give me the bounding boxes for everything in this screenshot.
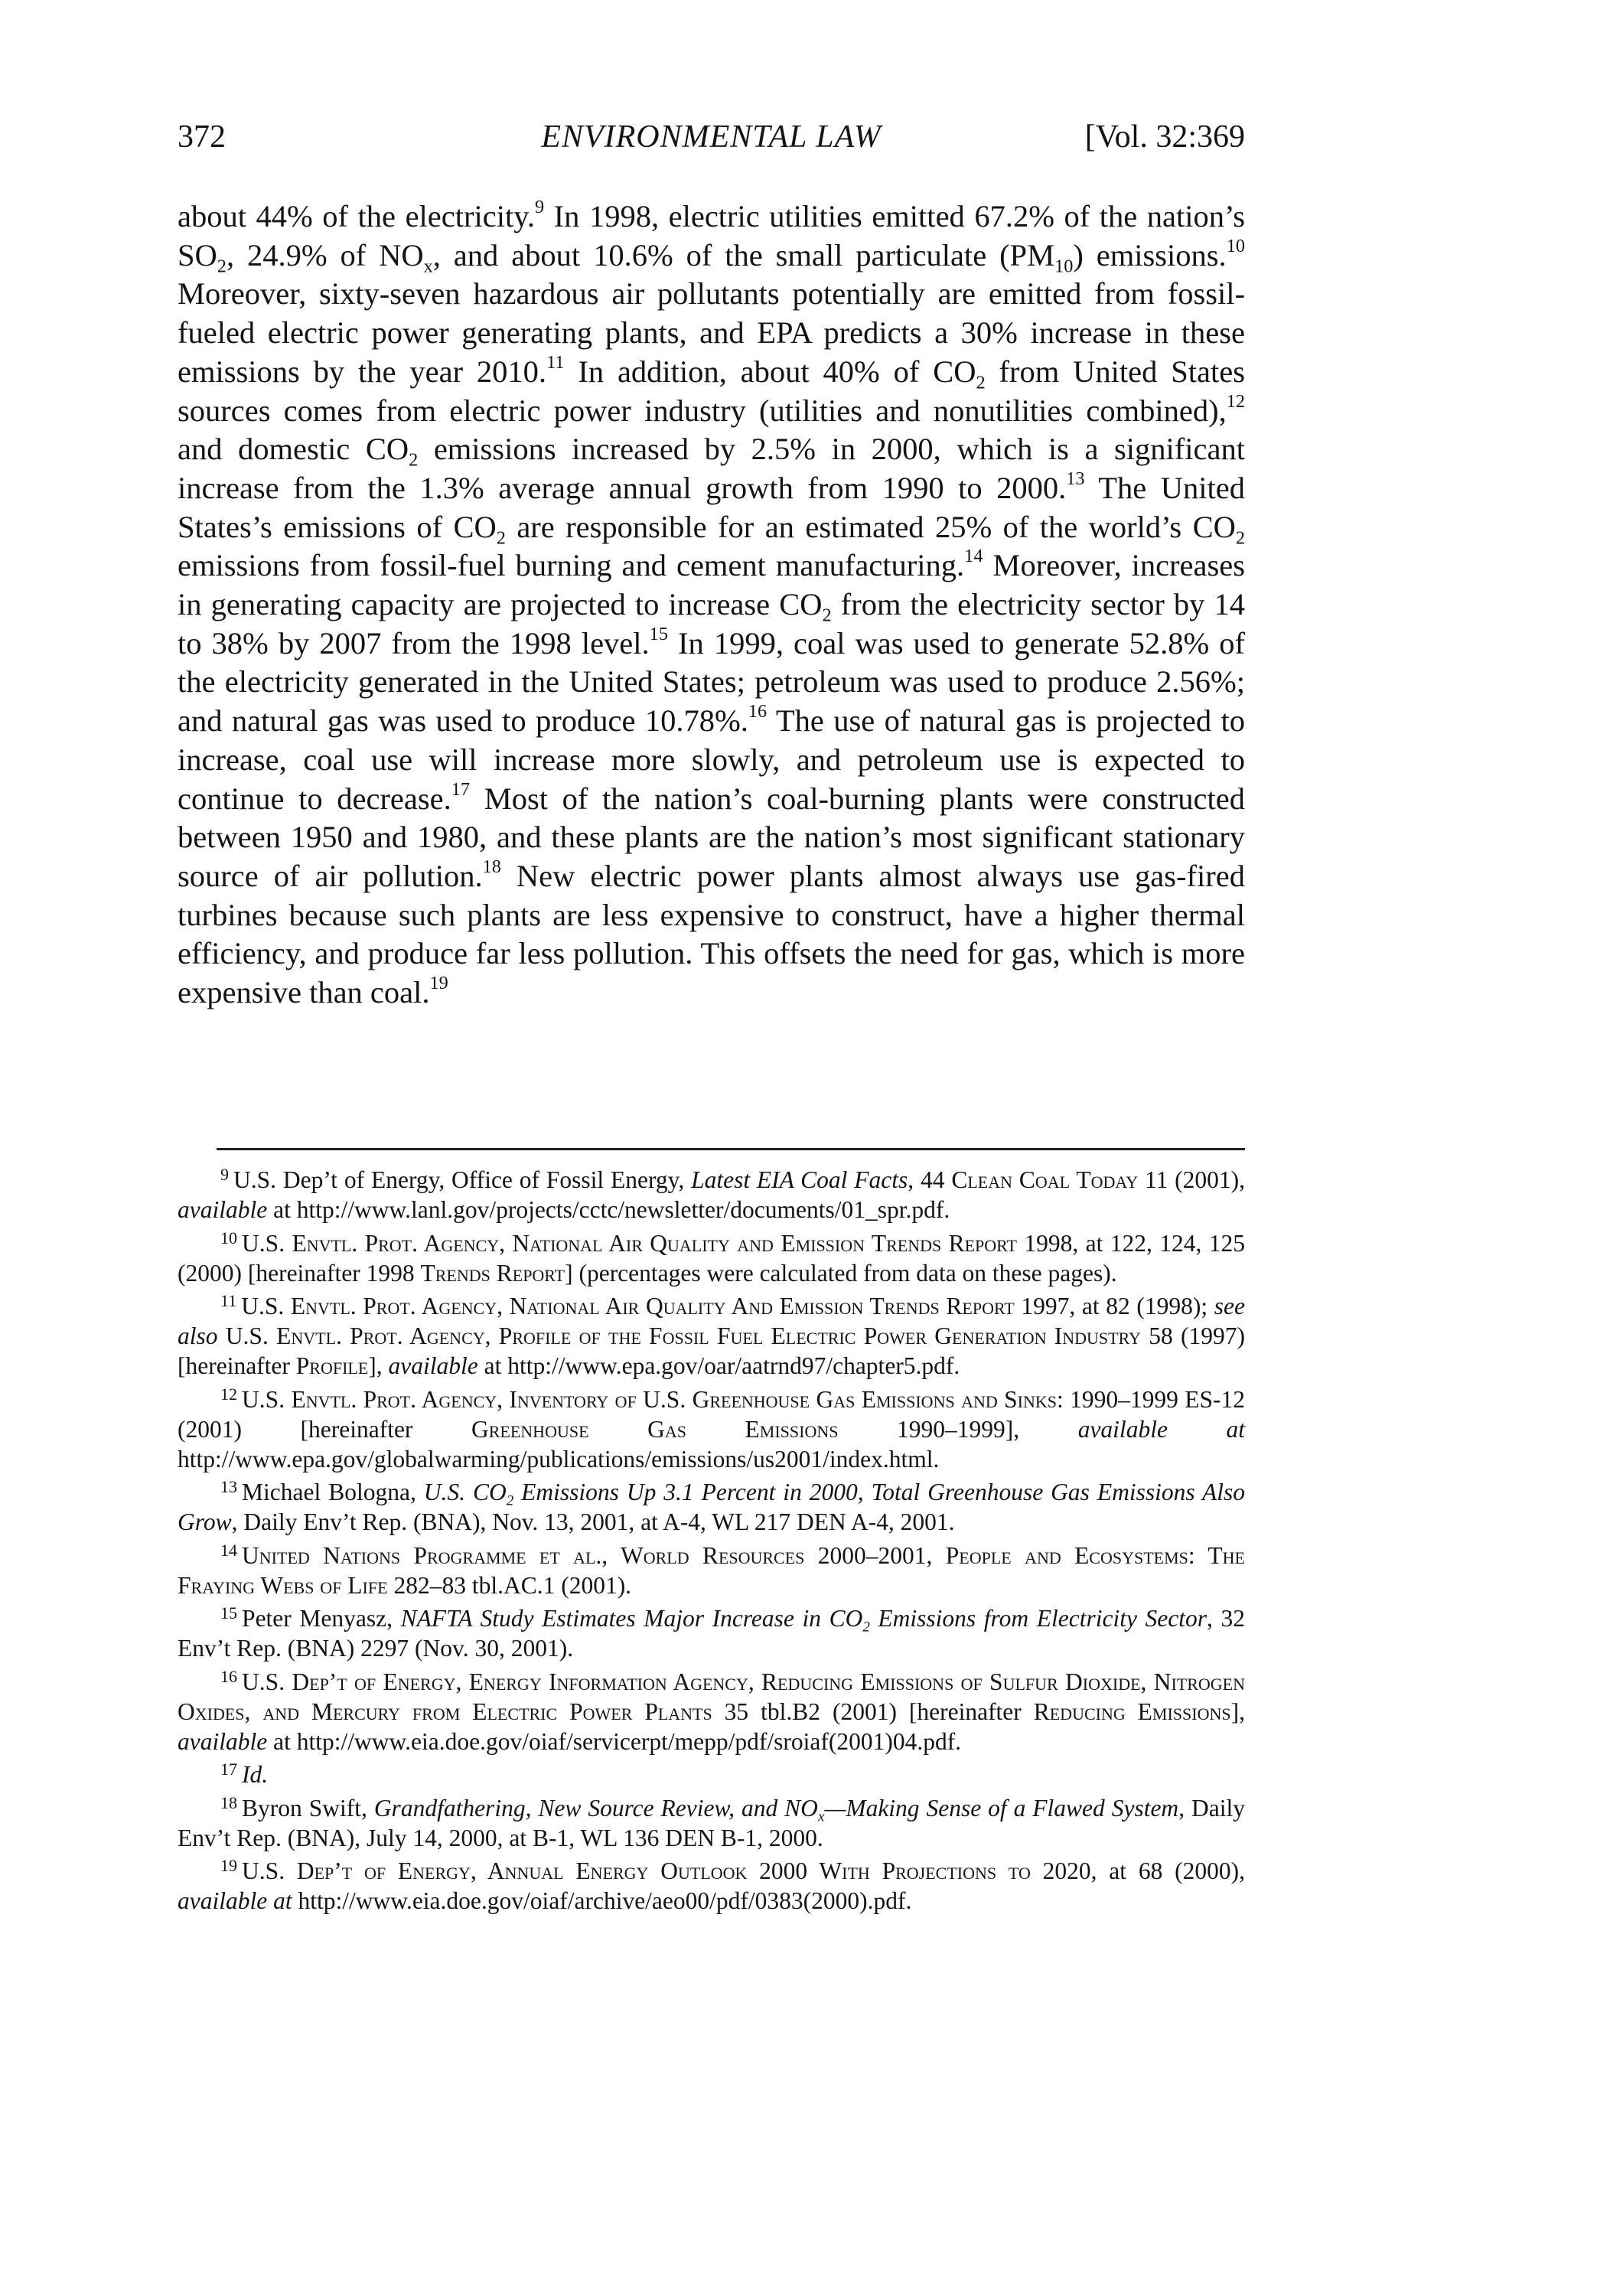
footnote-number: 10 xyxy=(220,1228,238,1247)
footnote-9 xyxy=(178,1165,1245,1225)
footnote-15 xyxy=(178,1603,1245,1663)
footnote-10 xyxy=(178,1228,1245,1288)
footnote-11 xyxy=(178,1291,1245,1381)
journal-title: ENVIRONMENTAL LAW xyxy=(541,119,882,155)
footnote-list xyxy=(178,1165,1245,1919)
body-paragraph: about 44% of the electricity.$^9$ In 1998, electric utilities emitted 67.2% of the nation’s $SO_2$, 24.9% of $NO_x$, and about 10.6% of the small particulate $(PM_{10})$ emissions.$^{10}$ Moreover, sixty-seven hazardous air pollutants potentially are emitted from fossil-fueled electric power generating plants, and EPA predicts a 30% increase in these emissions by the year 2010.11 In addition, about 40% of $CO_2$ from United States sources comes from electric power industry (utilities and nonutilities combined),$^{12}$ and domestic $CO_2$ emissions increased by 2.5% in 2000, which is a significant increase from the 1.3% average annual growth from 1990 to 2000.13 The United States’s emissions of $CO_2$ are responsible for an estimated 25% of the world’s $CO_2$ emissions from fossil-fuel burning and cement manufacturing.$^{14}$ Moreover, increases in generating capacity are projected to increase $CO_2$ from the electricity sector by 14 to 38% by 2007 from the 1998 level.$^{15}$ In 1999, coal was used to generate 52.8% of the electricity generated in the United States; petroleum was used to produce 2.56%; and natural gas was used to produce 10.78%.$^{16}$ The use of natural gas is projected to increase, coal use will increase more slowly, and petroleum use is expected to continue to decrease.$^{17}$ Most of the nation’s coal-burning plants were constructed between 1950 and 1980, and these plants are the nation’s most significant stationary source of air pollution.$^{18}$ New electric power plants almost always use gas-fired turbines because such plants are less expensive to construct, have a higher thermal efficiency, and produce far less pollution. This offsets the need for gas, which is more expensive than coal.$^{19}$ xyxy=(178,196,1246,1010)
running-header xyxy=(178,118,1245,156)
footnote-number: 17 xyxy=(220,1760,238,1779)
footnote-number: 11 xyxy=(220,1291,237,1311)
footnote-text: Peter Menyasz, NAFTA Study Estimates Major Increase in $CO_2$ Emissions from Electricity Sector, 32 Env’t Rep. (BNA) 2297 (Nov. 30, 2001). xyxy=(178,1605,1245,1662)
footnote-text: U.S. Dep’t of Energy, Annual Energy Outlook 2000 With Projections to 2020, at 68 (2000), available at http://www.eia.doe.gov/oiaf/archive/aeo00/pdf/0383(2000).pdf. xyxy=(178,1857,1245,1914)
footnote-19 xyxy=(178,1856,1245,1916)
footnote-number: 19 xyxy=(220,1856,238,1876)
footnote-text: U.S. Dep’t of Energy, Energy Information Agency, Reducing Emissions of Sulfur Dioxide, Nitrogen Oxides, and Mercury from Electric Power Plants 35 tbl.B2 (2001) [hereinafter Reducing Emissions], available at http://www.eia.doe.gov/oiaf/servicerpt/mepp/pdf/sroiaf(2001)04.pdf. xyxy=(178,1668,1245,1755)
footnote-divider xyxy=(217,1148,1245,1150)
footnote-text: U.S. Dep’t of Energy, Office of Fossil Energy, Latest EIA Coal Facts, 44 Clean Coal Today 11 (2001), available at http://www.lanl.gov/projects/cctc/newsletter/documents/01_spr.pdf. xyxy=(178,1166,1246,1223)
footnote-number: 16 xyxy=(220,1666,238,1686)
footnote-text: U.S. Envtl. Prot. Agency, National Air Quality And Emission Trends Report 1997, at 82 (1998); see also U.S. Envtl. Prot. Agency, Profile of the Fossil Fuel Electric Power Generation Industry 58 (1997) [hereinafter Profile], available at http://www.epa.gov/oar/aatrnd97/chapter5.pdf. xyxy=(178,1293,1246,1379)
footnote-number: 14 xyxy=(220,1540,238,1560)
footnote-number: 12 xyxy=(220,1384,238,1404)
page-number: 372 xyxy=(178,119,226,155)
footnote-number: 15 xyxy=(220,1603,238,1623)
footnote-number: 18 xyxy=(220,1792,238,1812)
footnote-text: Michael Bologna, U.S. $CO_2$ Emissions Up 3.1 Percent in 2000, Total Greenhouse Gas Emissions Also Grow, Daily Env’t Rep. (BNA), Nov. 13, 2001, at A-4, WL 217 DEN A-4, 2001. xyxy=(178,1479,1245,1535)
footnote-13 xyxy=(178,1477,1245,1537)
footnote-number: 13 xyxy=(220,1477,238,1497)
footnote-text: United Nations Programme et al., World Resources 2000–2001, People and Ecosystems: The Fraying Webs of Life 282–83 tbl.AC.1 (2001). xyxy=(178,1541,1245,1599)
footnote-17 xyxy=(178,1760,1245,1789)
footnote-14 xyxy=(178,1541,1245,1600)
volume-citation: [Vol. 32:369 xyxy=(1084,119,1245,155)
footnote-number: 9 xyxy=(220,1165,230,1185)
footnote-18 xyxy=(178,1793,1245,1853)
footnote-text: Id. xyxy=(242,1761,269,1788)
footnote-12 xyxy=(178,1384,1245,1474)
footnote-text: U.S. Envtl. Prot. Agency, Inventory of U.S. Greenhouse Gas Emissions and Sinks: 1990–1999 ES-12 (2001) [hereinafter Greenhouse Gas Emissions 1990–1999], available at http://www.epa.gov/globalwarming/publications/emissions/us2001/index.html. xyxy=(178,1385,1246,1473)
footnote-text: Byron Swift, Grandfathering, New Source Review, and $NO_x—Making$ Sense of a Flawed System, Daily Env’t Rep. (BNA), July 14, 2000, at B-1, WL 136 DEN B-1, 2000. xyxy=(178,1794,1245,1851)
footnote-text: U.S. Envtl. Prot. Agency, National Air Quality and Emission Trends Report 1998, at 122, 124, 125 (2000) [hereinafter 1998 Trends Report] (percentages were calculated from data on these pages). xyxy=(178,1229,1245,1287)
footnote-16 xyxy=(178,1667,1245,1756)
